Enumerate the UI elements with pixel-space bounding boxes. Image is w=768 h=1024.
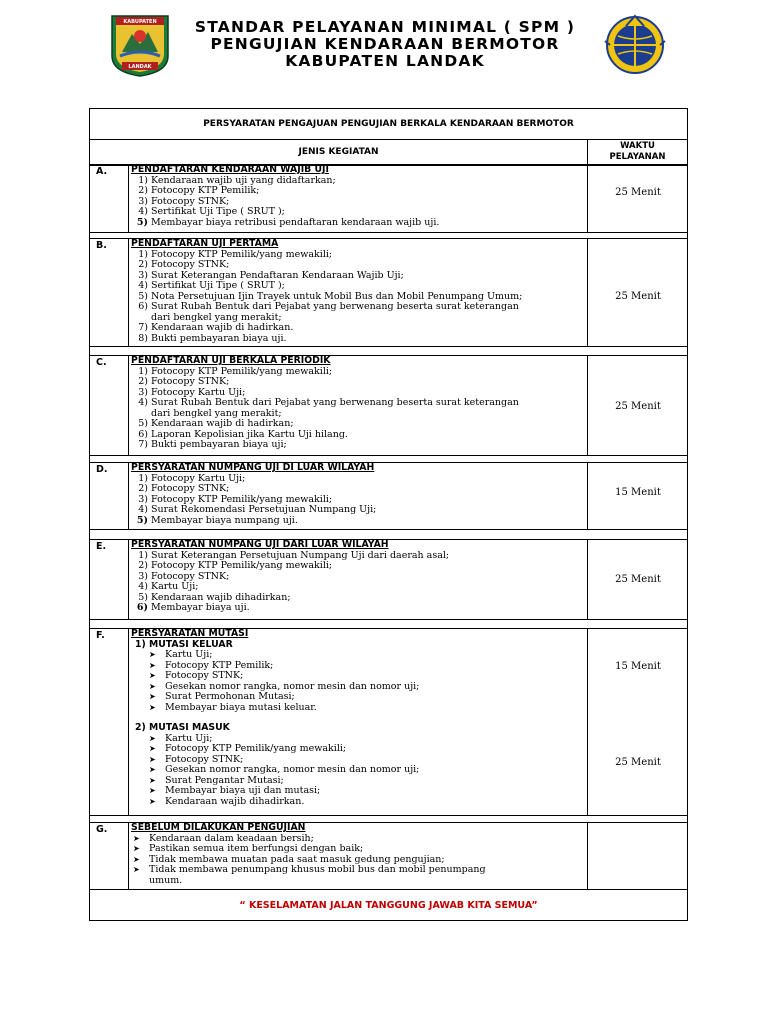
logo-left-top-label: KABUPATEN	[123, 19, 157, 25]
column-header-row	[90, 140, 687, 166]
kabupaten-landak-logo	[108, 12, 172, 78]
item-number: 4)	[138, 504, 148, 515]
arrow-bullet-icon: ➤	[149, 744, 156, 753]
arrow-bullet-icon: ➤	[133, 833, 140, 843]
item-text: Fotocopy STNK;	[151, 483, 230, 494]
item-text: Membayar biaya retribusi pendaftaran kendaraan wajib uji.	[151, 216, 440, 228]
item-number: 7)	[138, 322, 148, 333]
section-time-cell	[587, 823, 687, 890]
item-number: 4)	[138, 280, 148, 291]
section-body	[128, 629, 586, 815]
list-item-continuation	[131, 876, 586, 887]
section-g	[90, 822, 687, 890]
arrow-bullet-icon: ➤	[133, 854, 140, 864]
section-time-cell	[587, 239, 687, 346]
item-text: Fotocopy KTP Pemilik;	[151, 185, 260, 196]
item-text: Fotocopy KTP Pemilik;	[165, 659, 274, 671]
item-text: dari bengkel yang merakit;	[151, 407, 282, 419]
section-body	[128, 356, 586, 455]
section-title: PERSYARATAN NUMPANG UJI DI LUAR WILAYAH	[131, 462, 375, 473]
item-text: Fotocopy STNK;	[151, 259, 230, 270]
item-text: Sertifikat Uji Tipe ( SRUT );	[151, 206, 285, 217]
item-text: Tidak membawa penumpang khusus mobil bus dan mobil penumpang	[149, 864, 486, 875]
item-text: Surat Rekomendasi Persetujuan Numpang Uji;	[151, 504, 377, 515]
item-text: Fotocopy KTP Pemilik/yang mewakili;	[151, 493, 333, 505]
item-number: 5)	[138, 290, 148, 302]
item-text: Surat Rubah Bentuk dari Pejabat yang berwenang beserta surat keterangan	[151, 301, 519, 312]
item-text: Membayar biaya mutasi keluar.	[165, 701, 317, 713]
section-f	[90, 628, 687, 816]
item-number: 5)	[136, 514, 148, 526]
item-text: Fotocopy KTP Pemilik/yang mewakili;	[151, 365, 333, 377]
item-text: Kendaraan wajib dihadirkan.	[165, 795, 305, 807]
document-header	[0, 0, 768, 90]
requirements-table	[89, 108, 688, 921]
item-text: Pastikan semua item berfungsi dengan baik;	[149, 843, 364, 854]
item-number: 7)	[138, 439, 148, 450]
item-number: 3)	[138, 269, 148, 281]
item-number: 5)	[138, 418, 148, 429]
item-text: Fotocopy Kartu Uji;	[151, 472, 246, 484]
section-body	[128, 165, 586, 232]
section-time-cell	[587, 540, 687, 619]
arrow-bullet-icon: ➤	[149, 786, 156, 795]
item-text: Kendaraan wajib di hadirkan;	[151, 418, 294, 429]
item-text: Sertifikat Uji Tipe ( SRUT );	[151, 280, 285, 291]
item-number: 6)	[136, 602, 148, 613]
column-header-jenis-kegiatan: JENIS KEGIATAN	[298, 147, 379, 157]
item-text: dari bengkel yang merakit;	[151, 311, 282, 323]
list-item	[131, 516, 586, 527]
arrow-bullet-icon: ➤	[149, 681, 156, 691]
logo-left-bottom-label: LANDAK	[128, 64, 152, 70]
item-number: 4)	[138, 206, 148, 217]
slogan: “ KESELAMATAN JALAN TANGGUNG JAWAB KITA SEMUA”	[90, 889, 687, 921]
service-time: 25 Menit	[615, 401, 661, 412]
section-body	[128, 239, 586, 346]
section-letter: A.	[96, 166, 108, 177]
arrow-bullet-icon: ➤	[149, 733, 156, 743]
list-item	[131, 603, 586, 614]
arrow-bullet-icon: ➤	[149, 660, 156, 670]
section-body	[128, 540, 586, 619]
item-number: 2)	[138, 259, 148, 270]
section-d	[90, 462, 687, 530]
item-text: Fotocopy KTP Pemilik/yang mewakili;	[151, 560, 333, 571]
section-c	[90, 355, 687, 456]
item-text: Bukti pembayaran biaya uji.	[151, 332, 287, 344]
item-number: 4)	[138, 397, 148, 408]
item-text: Gesekan nomor rangka, nomor mesin dan nomor uji;	[165, 680, 420, 692]
item-text: umum.	[149, 874, 183, 886]
item-text: Fotocopy KTP Pemilik/yang mewakili;	[165, 743, 347, 754]
item-text: Membayar biaya numpang uji.	[151, 514, 298, 526]
item-number: 6)	[138, 301, 148, 312]
item-number: 2)	[138, 185, 148, 196]
item-text: Fotocopy STNK;	[151, 376, 230, 387]
section-body	[128, 463, 586, 529]
item-text: Membayar biaya uji dan mutasi;	[165, 785, 321, 796]
item-text: Kartu Uji;	[165, 649, 213, 660]
item-text: Kendaraan dalam keadaan bersih;	[149, 832, 314, 844]
item-number: 5)	[136, 216, 148, 228]
item-number: 3)	[138, 570, 148, 582]
arrow-bullet-icon: ➤	[149, 754, 156, 764]
section-title: PENDAFTARAN UJI PERTAMA	[131, 238, 279, 249]
header-line-2: PENGUJIAN KENDARAAN BERMOTOR	[210, 35, 560, 53]
item-number: 4)	[138, 581, 148, 592]
arrow-bullet-icon: ➤	[149, 702, 156, 712]
section-e	[90, 539, 687, 620]
item-number: 2)	[138, 376, 148, 387]
arrow-bullet-icon: ➤	[149, 692, 156, 701]
list-item	[131, 572, 586, 583]
item-text: Kendaraan wajib dihadirkan;	[151, 591, 291, 603]
section-time-cell	[587, 463, 687, 529]
section-letter: F.	[96, 630, 105, 641]
item-number: 1)	[138, 472, 148, 484]
arrow-bullet-icon: ➤	[149, 650, 156, 659]
arrow-bullet-icon: ➤	[149, 671, 156, 680]
section-title: PENDAFTARAN UJI BERKALA PERIODIK	[131, 355, 331, 366]
item-text: Fotocopy KTP Pemilik/yang mewakili;	[151, 248, 333, 260]
section-title: PERSYARATAN NUMPANG UJI DARI LUAR WILAYAH	[131, 539, 389, 550]
service-time: 25 Menit	[615, 291, 661, 302]
header-line-1: STANDAR PELAYANAN MINIMAL ( SPM )	[194, 18, 576, 36]
item-number: 3)	[138, 493, 148, 505]
item-text: Fotocopy STNK;	[165, 753, 244, 765]
service-time: 25 Menit	[615, 187, 661, 198]
list-item	[131, 797, 586, 808]
item-text: Gesekan nomor rangka, nomor mesin dan nomor uji;	[165, 764, 420, 775]
item-number: 2)	[138, 483, 148, 494]
item-number: 8)	[138, 332, 148, 344]
item-text: Surat Keterangan Persetujuan Numpang Uji dari daerah asal;	[151, 549, 450, 561]
column-header-waktu-line1: WAKTU	[620, 141, 655, 151]
item-text: Fotocopy STNK;	[151, 195, 230, 207]
item-number: 1)	[138, 174, 148, 186]
section-b	[90, 238, 687, 347]
item-number: 1)	[138, 549, 148, 561]
section-title: SEBELUM DILAKUKAN PENGUJIAN	[131, 822, 306, 833]
item-text: Laporan Kepolisian jika Kartu Uji hilang.	[151, 428, 348, 440]
section-body	[128, 823, 586, 890]
item-number: 3)	[138, 386, 148, 398]
arrow-bullet-icon: ➤	[149, 796, 156, 806]
column-header-waktu-pelayanan	[587, 140, 687, 164]
section-letter: E.	[96, 541, 107, 552]
service-time: 15 Menit	[615, 487, 661, 498]
section-title: PERSYARATAN MUTASI	[131, 628, 249, 639]
section-title: PENDAFTARAN KENDARAAN WAJIB UJI	[131, 164, 329, 175]
service-time: 25 Menit	[615, 574, 661, 585]
item-text: Kartu Uji;	[165, 732, 213, 744]
arrow-bullet-icon: ➤	[133, 844, 140, 853]
item-number: 2)	[138, 560, 148, 571]
section-letter: B.	[96, 240, 107, 251]
subsection-title-mutasi-masuk: 2) MUTASI MASUK	[135, 722, 230, 733]
arrow-bullet-icon: ➤	[149, 765, 156, 774]
item-text: Fotocopy STNK;	[165, 670, 244, 681]
item-text: Surat Rubah Bentuk dari Pejabat yang berwenang beserta surat keterangan	[151, 397, 519, 408]
service-time-mutasi-masuk: 25 Menit	[615, 757, 661, 768]
subsection-title-mutasi-keluar: 1) MUTASI KELUAR	[135, 638, 233, 650]
section-letter: D.	[96, 464, 108, 475]
item-number: 5)	[138, 591, 148, 603]
item-text: Surat Permohonan Mutasi;	[165, 691, 295, 702]
list-item	[131, 440, 586, 451]
section-time-cell	[587, 356, 687, 455]
section-a	[90, 164, 687, 233]
item-text: Kartu Uji;	[151, 581, 199, 592]
dishub-logo	[604, 12, 666, 78]
item-text: Membayar biaya uji.	[151, 602, 250, 613]
list-item	[131, 703, 586, 714]
section-letter: G.	[96, 824, 108, 835]
item-text: Surat Pengantar Mutasi;	[165, 774, 284, 786]
item-number: 1)	[138, 248, 148, 260]
item-text: Tidak membawa muatan pada saat masuk gedung pengujian;	[149, 853, 445, 865]
item-text: Fotocopy Kartu Uji;	[151, 386, 246, 398]
item-number: 6)	[138, 428, 148, 440]
arrow-bullet-icon: ➤	[133, 865, 140, 874]
service-time-mutasi-keluar: 15 Menit	[615, 661, 661, 672]
item-text: Bukti pembayaran biaya uji;	[151, 439, 287, 450]
table-title: PERSYARATAN PENGAJUAN PENGUJIAN BERKALA KENDARAAN BERMOTOR	[90, 109, 687, 140]
list-item	[131, 865, 586, 876]
item-text: Nota Persetujuan Ijin Trayek untuk Mobil Bus dan Mobil Penumpang Umum;	[151, 290, 523, 302]
section-time-cell	[587, 165, 687, 232]
arrow-bullet-icon: ➤	[149, 775, 156, 785]
section-letter: C.	[96, 357, 107, 368]
item-text: Fotocopy STNK;	[151, 570, 230, 582]
item-number: 3)	[138, 195, 148, 207]
item-number: 1)	[138, 365, 148, 377]
column-header-waktu-line2: PELAYANAN	[609, 152, 666, 162]
item-text: Surat Keterangan Pendaftaran Kendaraan Wajib Uji;	[151, 269, 404, 281]
item-text: Kendaraan wajib di hadirkan.	[151, 322, 294, 333]
list-item	[131, 218, 586, 229]
header-line-3: KABUPATEN LANDAK	[285, 52, 485, 70]
item-text: Kendaraan wajib uji yang didaftarkan;	[151, 174, 336, 186]
section-time-cell	[587, 629, 687, 815]
list-item	[131, 334, 586, 345]
